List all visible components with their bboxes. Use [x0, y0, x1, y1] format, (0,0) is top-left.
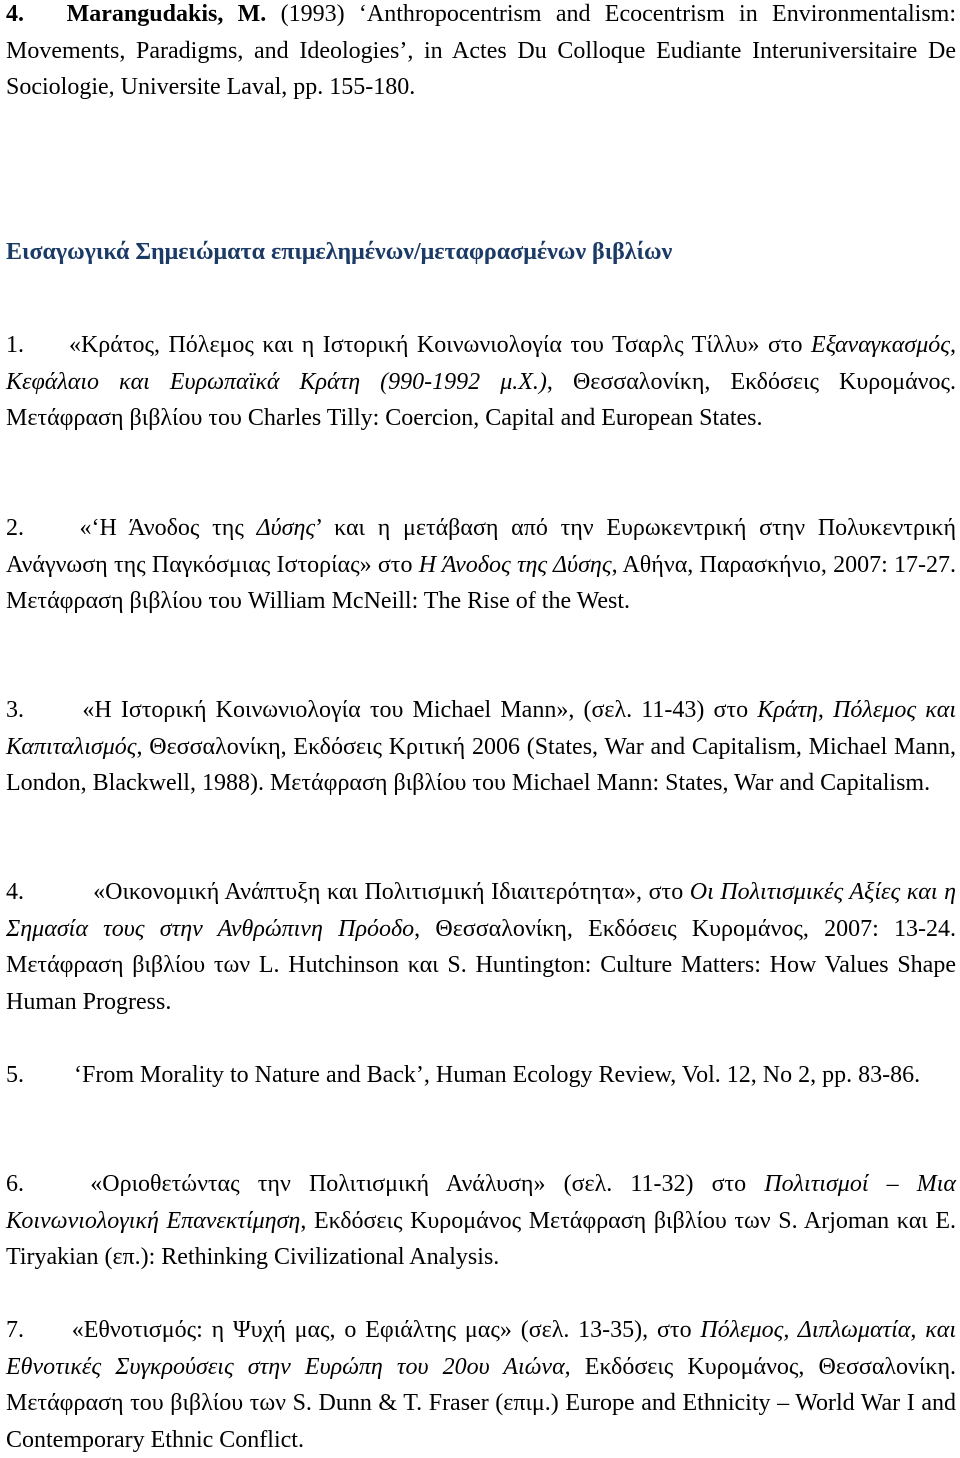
item-text: ’ και η μετάβαση από την Ευρωκεντρική στην Πολυκεντρική Ανάγνωση της Παγκόσμιας Ιστορίας» στο [6, 515, 957, 578]
item-text: , Εκδόσεις Κυρομάνος Μετάφραση βιβλίου των S. Arjoman και E. Tiryakian (επ.): Rethinking Civilizational Analysis. [6, 1207, 956, 1270]
item-title-italic: Κράτη, Πόλεμος και Καπιταλισμός [6, 697, 957, 760]
list-item-2 [6, 510, 956, 620]
item-number: 2. [6, 515, 24, 541]
item-text: «Η Ιστορική Κοινωνιολογία του Michael Mann», (σελ. 11-43) στο [82, 697, 758, 723]
item-title-italic: Οι Πολιτισμικές Αξίες και η Σημασία τους στην Ανθρώπινη Πρόοδο [6, 879, 956, 942]
item-text: «Οικονομική Ανάπτυξη και Πολιτισμική Ιδιαιτερότητα», στο [93, 879, 690, 905]
item-title-italic: Πολιτισμοί – Μια Κοινωνιολογική Επανεκτίμηση [6, 1171, 957, 1234]
item-number: 4. [6, 879, 24, 905]
item-title-italic: Δύσης [256, 515, 316, 541]
item-title-italic: Εξαναγκασμός, Κεφάλαιο και Ευρωπαϊκά Κράτη (990-1992 μ.Χ.) [6, 332, 957, 395]
item-text: ‘From Morality to Nature and Back’, Human Ecology Review, Vol. 12, No 2, pp. 83-86. [74, 1062, 921, 1088]
item-text: «Οριοθετώντας την Πολιτισμική Ανάλυση» (σελ. 11-32) στο [90, 1171, 765, 1197]
list-item-4 [6, 874, 956, 1020]
item-text: , Θεσσαλονίκη, Εκδόσεις Κυρομάνος. Μετάφραση βιβλίου του Charles Tilly: Coercion, Capital and European States. [6, 368, 956, 431]
item-text: «Κράτος, Πόλεμος και η Ιστορική Κοινωνιολογία του Τσαρλς Τίλλυ» στο [68, 332, 812, 358]
list-item-6 [6, 1166, 956, 1276]
entry-text: (1993) ‘Anthropocentrism and Ecocentrism in Environmentalism: Movements, Paradigms, and Ideologies’, in Actes Du Colloque Eudiante Interuniversitaire De Sociologie, Universite Laval, pp. 155-180. [6, 1, 957, 100]
item-title-italic: Η Άνοδος της Δύσης [418, 551, 612, 578]
item-number: 1. [6, 332, 24, 358]
item-number: 7. [6, 1317, 24, 1343]
entry-number: 4. [6, 1, 24, 27]
item-text: «Εθνοτισμός: η Ψυχή μας, ο Εφιάλτης μας» (σελ. 13-35), στο [71, 1317, 701, 1343]
item-text: , Θεσσαλονίκη, Εκδόσεις Κυρομάνος, 2007: 13-24. Μετάφραση βιβλίου των L. Hutchinson και S. Huntington: Culture Matters: How Values Shape Human Progress. [6, 915, 957, 1015]
item-text: «‘Η Άνοδος της [79, 515, 257, 541]
item-text: , Αθήνα, Παρασκήνιο, 2007: 17-27. Μετάφραση βιβλίου του William McNeill: The Rise of the West. [6, 551, 956, 614]
list-item-1 [6, 327, 956, 437]
item-number: 3. [6, 697, 24, 723]
item-number: 5. [6, 1062, 24, 1088]
item-title-italic: Πόλεμος, Διπλωματία, και Εθνοτικές Συγκρούσεις στην Ευρώπη του 20ου Αιώνα [6, 1317, 957, 1380]
list-item-5 [6, 1057, 956, 1094]
entry-author: Marangudakis, M. [66, 1, 267, 27]
item-text: , Θεσσαλονίκη, Εκδόσεις Κριτική 2006 (States, War and Capitalism, Michael Mann, London, Blackwell, 1988). Μετάφραση βιβλίου του Michael Mann: States, War and Capitalism. [6, 733, 956, 796]
list-item-7 [6, 1312, 956, 1458]
list-item-3 [6, 692, 956, 802]
item-number: 6. [6, 1171, 24, 1197]
item-text: , Εκδόσεις Κυρομάνος, Θεσσαλονίκη. Μετάφραση του βιβλίου των S. Dunn & T. Fraser (επιμ.) Europe and Ethnicity – World War I and Contemporary Ethnic Conflict. [6, 1353, 956, 1453]
reference-entry-4 [6, 0, 956, 106]
section-heading: Εισαγωγικά Σημειώματα επιμελημένων/μεταφρασμένων βιβλίων [6, 239, 673, 265]
